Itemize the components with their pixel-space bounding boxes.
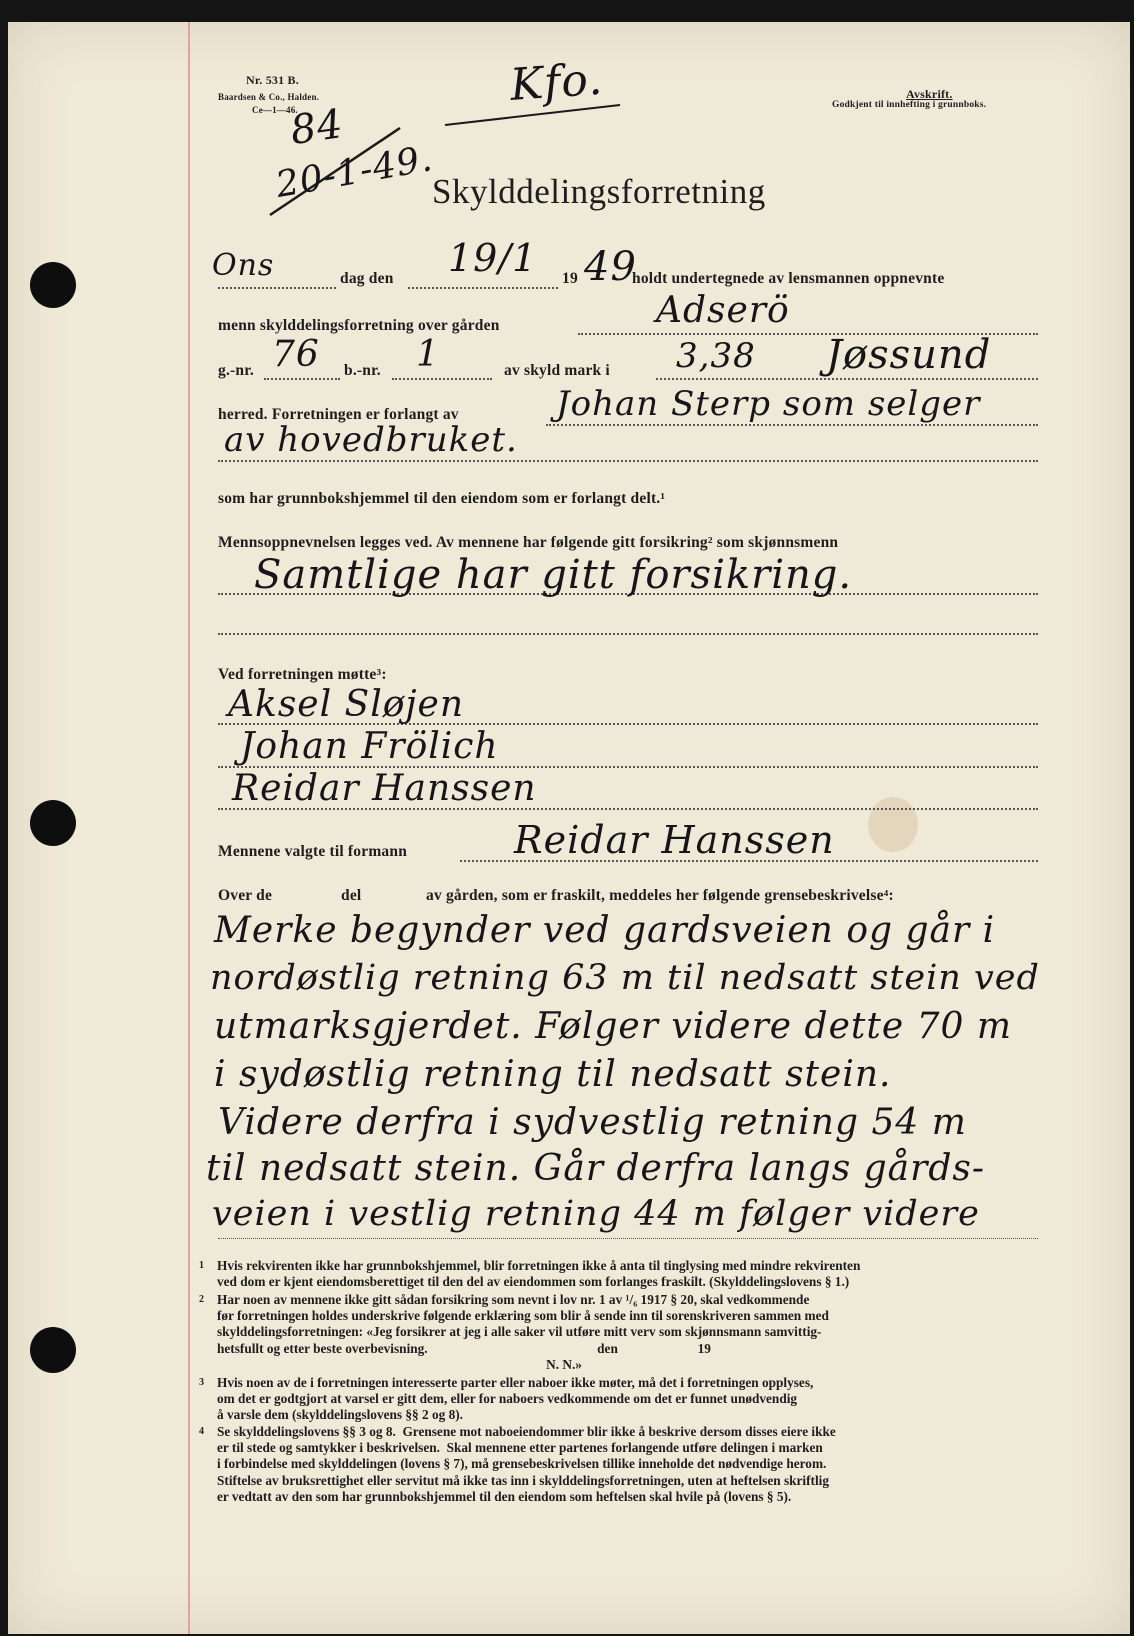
label-over-de: Over de	[218, 887, 273, 904]
handwritten-description-line: til nedsatt stein. Går derfra langs gårds-	[206, 1148, 986, 1189]
fill-line	[218, 1238, 1038, 1239]
footnote-line: Har noen av mennene ikke gitt sådan forsikring som nevnt i lov nr. 1 av ¹/₆ 1917 § 20, skal vedkommende	[217, 1292, 810, 1307]
copy-note: Godkjent til innhefting i grunnboks.	[832, 100, 987, 110]
handwritten-description-line: veien i vestlig retning 44 m følger videre	[212, 1194, 980, 1234]
footnote-line: N. N.»	[217, 1356, 582, 1372]
footnote	[199, 1424, 1037, 1505]
fill-line	[218, 287, 336, 289]
footnote-line: å varsle dem (skylddelingslovens §§ 2 og 8).	[217, 1407, 464, 1423]
footnote-number: 2	[199, 1294, 204, 1305]
footnote-line: Hvis noen av de i forretningen interesserte parter eller naboer ikke møter, må det i forretningen opplyses,	[217, 1375, 814, 1390]
handwritten-weekday: Ons	[212, 248, 275, 283]
label-holdt: holdt undertegnede av lensmannen oppnevnte	[632, 270, 945, 287]
punch-hole	[30, 800, 76, 846]
print-code: Ce—1—46.	[252, 105, 298, 115]
fill-line	[392, 378, 492, 380]
footnote-line: er vedtatt av den som har grunnbokshjemmel til den eiendom som heftelsen skal hvile på (lovens § 5).	[217, 1488, 792, 1504]
copy-label: Avskrift.	[906, 87, 953, 101]
handwritten-formann: Reidar Hanssen	[514, 818, 835, 862]
paper-stain	[868, 797, 918, 852]
handwritten-description-line: i sydøstlig retning til nedsatt stein.	[214, 1054, 892, 1095]
fill-line	[546, 424, 1038, 426]
label-year-prefix: 19	[562, 270, 578, 287]
label-del: del	[341, 887, 362, 904]
handwritten-kommune: Jøssund	[826, 332, 992, 378]
handwritten-description-line: utmarksgjerdet. Følger videre dette 70 m	[214, 1006, 1012, 1047]
label-moette: Ved forretningen møtte³:	[218, 666, 387, 683]
label-farm: menn skylddelingsforretning over gården	[218, 317, 500, 334]
handwritten-gnr: 76	[272, 334, 320, 375]
handwritten-bnr: 1	[416, 334, 440, 375]
footnote-line: er til stede og samtykker i beskrivelsen. Skal mennene etter partenes forlangende utføre delingen i marken	[217, 1440, 823, 1456]
fill-line	[656, 378, 1038, 380]
footnote	[199, 1292, 1037, 1373]
footnote-number: 4	[199, 1426, 204, 1437]
fill-line	[408, 287, 558, 289]
handwritten-year: 49	[584, 244, 637, 290]
footnote-line: Se skylddelingslovens §§ 3 og 8. Grensene mot naboeiendommer blir ikke å beskrive dersom disses eiere ikke	[217, 1424, 836, 1439]
footnote-line: om det er godtgjort at varsel er gitt dem, eller for naboers vedkommende om det er funnet unødvendig	[217, 1391, 798, 1407]
handwritten-requester: Johan Sterp som selger	[556, 384, 981, 424]
handwritten-description-line: Videre derfra i sydvestlig retning 54 m	[218, 1102, 967, 1143]
handwritten-initials: Kfo.	[508, 53, 605, 111]
fill-line	[264, 378, 340, 380]
handwritten-attendee: Johan Frölich	[240, 726, 499, 767]
footnote-line: skylddelingsforretningen: «Jeg forsikrer at jeg i alle saker vil utføre mitt verv som skjønnsmann samvittig-	[217, 1324, 822, 1340]
handwritten-attendee: Aksel Sløjen	[228, 684, 465, 725]
handwritten-forsikring: Samtlige har gitt forsikring.	[254, 552, 853, 598]
document-title: Skylddelingsforretning	[432, 172, 766, 211]
punch-hole	[30, 262, 76, 308]
footnote-line: Hvis rekvirenten ikke har grunnbokshjemmel, blir forretningen ikke å anta til tinglysing med mindre rekvirenten	[217, 1258, 861, 1273]
handwritten-date: 20-1-49.	[272, 138, 436, 206]
fill-line	[218, 633, 1038, 635]
handwritten-date-field: 19/1	[448, 236, 538, 280]
margin-line	[188, 22, 190, 1634]
footnote-line: før forretningen holdes underskrive følgende erklæring som blir å sende inn til sorenskriveren sammen med	[217, 1308, 829, 1324]
label-grensebeskrivelse: av gården, som er fraskilt, meddeles her følgende grensebeskrivelse⁴:	[426, 887, 894, 904]
footnote-line: ved dom er kjent eiendomsberettiget til den del av eiendommen som forlanges fraskilt. (Skylddelingslovens § 1.)	[217, 1274, 850, 1290]
label-requested-by: herred. Forretningen er forlangt av	[218, 406, 459, 423]
label-skyld: av skyld mark i	[504, 362, 610, 379]
handwritten-attendee: Reidar Hanssen	[232, 768, 537, 809]
handwritten-farm-name: Adserö	[656, 290, 790, 331]
label-gnr: g.-nr.	[218, 362, 254, 379]
handwritten-requester-cont: av hovedbruket.	[224, 420, 518, 460]
footnote-line: hetsfullt og etter beste overbevisning. den 19	[217, 1340, 711, 1356]
handwritten-description-line: Merke begynder ved gardsveien og går i	[214, 910, 996, 951]
footnote-line: Stiftelse av bruksrettighet eller servitut må ikke tas inn i skylddelingsforretningen, uten at heftelsen skriftlig	[217, 1472, 830, 1488]
label-formann: Mennene valgte til formann	[218, 843, 408, 860]
handwritten-description-line: nordøstlig retning 63 m til nedsatt stein ved	[210, 958, 1040, 998]
fill-line	[218, 460, 1038, 462]
handwritten-skyld: 3,38	[676, 336, 756, 376]
handwritten-record-number: 84	[287, 101, 347, 154]
punch-hole	[30, 1327, 76, 1373]
footnote-line: i forbindelse med skylddelingen (lovens § 7), må grensebeskrivelsen tillike inneholde det nødvendige herom.	[217, 1456, 827, 1472]
footnote-number: 3	[199, 1377, 204, 1388]
label-bnr: b.-nr.	[344, 362, 381, 379]
footnote	[199, 1375, 1037, 1424]
label-mennsoppnevnelse: Mennsoppnevnelsen legges ved. Av mennene har følgende gitt forsikring² som skjønnsmenn	[218, 534, 839, 551]
footnote-number: 1	[199, 1260, 204, 1271]
label-dag-den: dag den	[340, 270, 394, 287]
label-grunnbok: som har grunnbokshjemmel til den eiendom som er forlangt delt.¹	[218, 490, 666, 507]
footnote	[199, 1258, 1037, 1290]
form-number: Nr. 531 B.	[246, 73, 299, 87]
printer-name: Baardsen & Co., Halden.	[218, 92, 320, 102]
